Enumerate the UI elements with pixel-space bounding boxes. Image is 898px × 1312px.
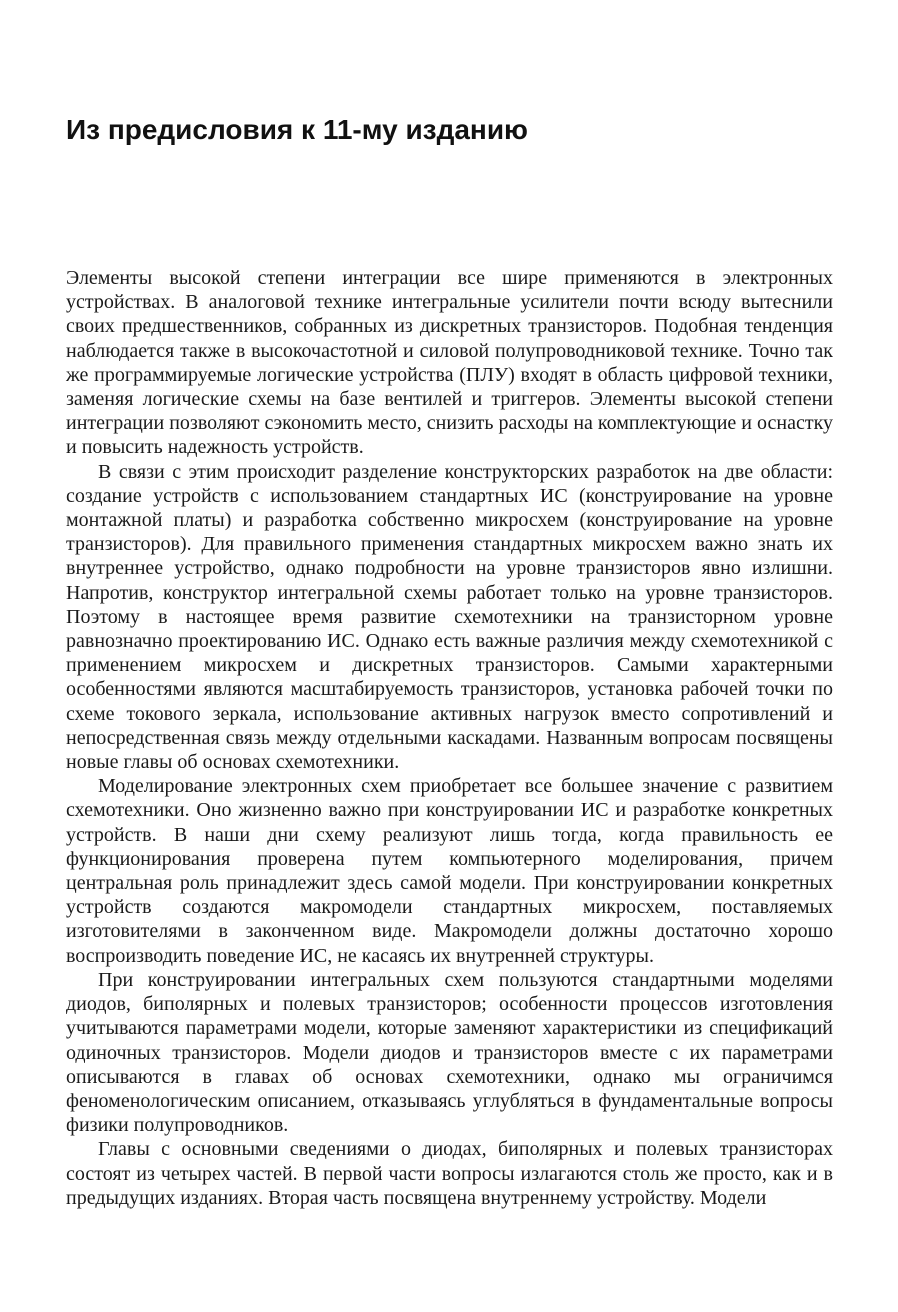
body-text <box>66 266 833 1210</box>
paragraph-2: В связи с этим происходит разделение конструкторских разработок на две области: создание устройств с использованием стандартных ИС (конструирование на уровне монтажной платы) и разработка собственно микросхем (конструирование на уровне транзисторов). Для правильного применения стандартных микросхем важно знать их внутреннее устройство, однако подробности на уровне транзисторов явно излишни. Напротив, конструктор интегральной схемы работает только на уровне транзисторов. Поэтому в настоящее время развитие схемотехники на транзисторном уровне равнозначно проектированию ИС. Однако есть важные различия между схемотехникой с применением микросхем и дискретных транзисторов. Самыми характерными особенностями являются масштабируемость транзисторов, установка рабочей точки по схеме токового зеркала, использование активных нагрузок вместо сопротивлений и непосредственная связь между отдельными каскадами. Названным вопросам посвящены новые главы об основах схемотехники. <box>66 460 833 774</box>
page-title: Из предисловия к 11-му изданию <box>66 114 528 145</box>
paragraph-5: Главы с основными сведениями о диодах, биполярных и полевых транзисторах состоят из четырех частей. В первой части вопросы излагаются столь же просто, как и в предыдущих изданиях. Вторая часть посвящена внутреннему устройству. Модели <box>66 1138 833 1209</box>
paragraph-3: Моделирование электронных схем приобретает все большее значение с развитием схемотехники. Оно жизненно важно при конструировании ИС и разработке конкретных устройств. В наши дни схему реализуют лишь тогда, когда правильность ее функционирования проверена путем компьютерного моделирования, причем центральная роль принадлежит здесь самой модели. При конструировании конкретных устройств создаются макромодели стандартных микросхем, поставляемых изготовителями в законченном виде. Макромодели должны достаточно хорошо воспроизводить поведение ИС, не касаясь их внутренней структуры. <box>66 775 833 967</box>
paragraph-4: При конструировании интегральных схем пользуются стандартными моделями диодов, биполярных и полевых транзисторов; особенности процессов изготовления учитываются параметрами модели, которые заменяют характеристики из спецификаций одиночных транзисторов. Модели диодов и транзисторов вместе с их параметрами описываются в главах об основах схемотехники, однако мы ограничимся феноменологическим описанием, отказываясь углубляться в фундаментальные вопросы физики полупроводников. <box>66 968 833 1137</box>
paragraph-1: Элементы высокой степени интеграции все шире применяются в электронных устройствах. В аналоговой технике интегральные усилители почти всюду вытеснили своих предшественников, собранных из дискретных транзисторов. Подобная тенденция наблюдается также в высокочастотной и силовой полупроводниковой технике. Точно так же программируемые логические устройства (ПЛУ) входят в область цифровой техники, заменяя логические схемы на базе вентилей и триггеров. Элементы высокой степени интеграции позволяют сэкономить место, снизить расходы на комплектующие и оснастку и повысить надежность устройств. <box>66 267 833 459</box>
